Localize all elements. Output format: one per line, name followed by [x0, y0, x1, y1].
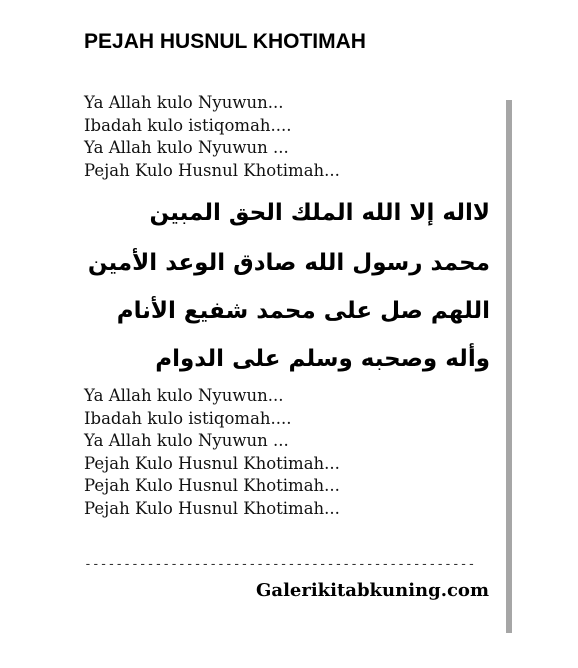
side-bar-decoration [506, 100, 512, 633]
site-credit: Galerikitabkuning.com [256, 580, 489, 601]
arabic-line: لااله إلا الله الملك الحق المبين [149, 200, 490, 226]
dashed-divider: -------------------------------------------------- [84, 557, 476, 572]
verse-line: Ya Allah kulo Nyuwun... [84, 386, 284, 405]
verse-line: Ibadah kulo istiqomah.... [84, 408, 292, 428]
verse-line: Ya Allah kulo Nyuwun ... [84, 431, 289, 450]
verse-line: Ya Allah kulo Nyuwun ... [84, 138, 289, 157]
arabic-line: وأله وصحبه وسلم على الدوام [155, 346, 490, 372]
verse-block-1 [84, 92, 340, 182]
page-title: PEJAH HUSNUL KHOTIMAH [84, 30, 366, 53]
arabic-line: محمد رسول الله صادق الوعد الأمين [87, 250, 490, 276]
verse-line: Pejah Kulo Husnul Khotimah... [84, 498, 340, 518]
verse-block-2 [84, 385, 340, 520]
verse-line: Ya Allah kulo Nyuwun... [84, 93, 284, 112]
verse-line: Pejah Kulo Husnul Khotimah... [84, 453, 340, 473]
verse-line: Pejah Kulo Husnul Khotimah... [84, 160, 340, 180]
verse-line: Ibadah kulo istiqomah.... [84, 115, 292, 135]
verse-line: Pejah Kulo Husnul Khotimah... [84, 476, 340, 495]
arabic-line: اللهم صل على محمد شفيع الأنام [116, 298, 490, 324]
